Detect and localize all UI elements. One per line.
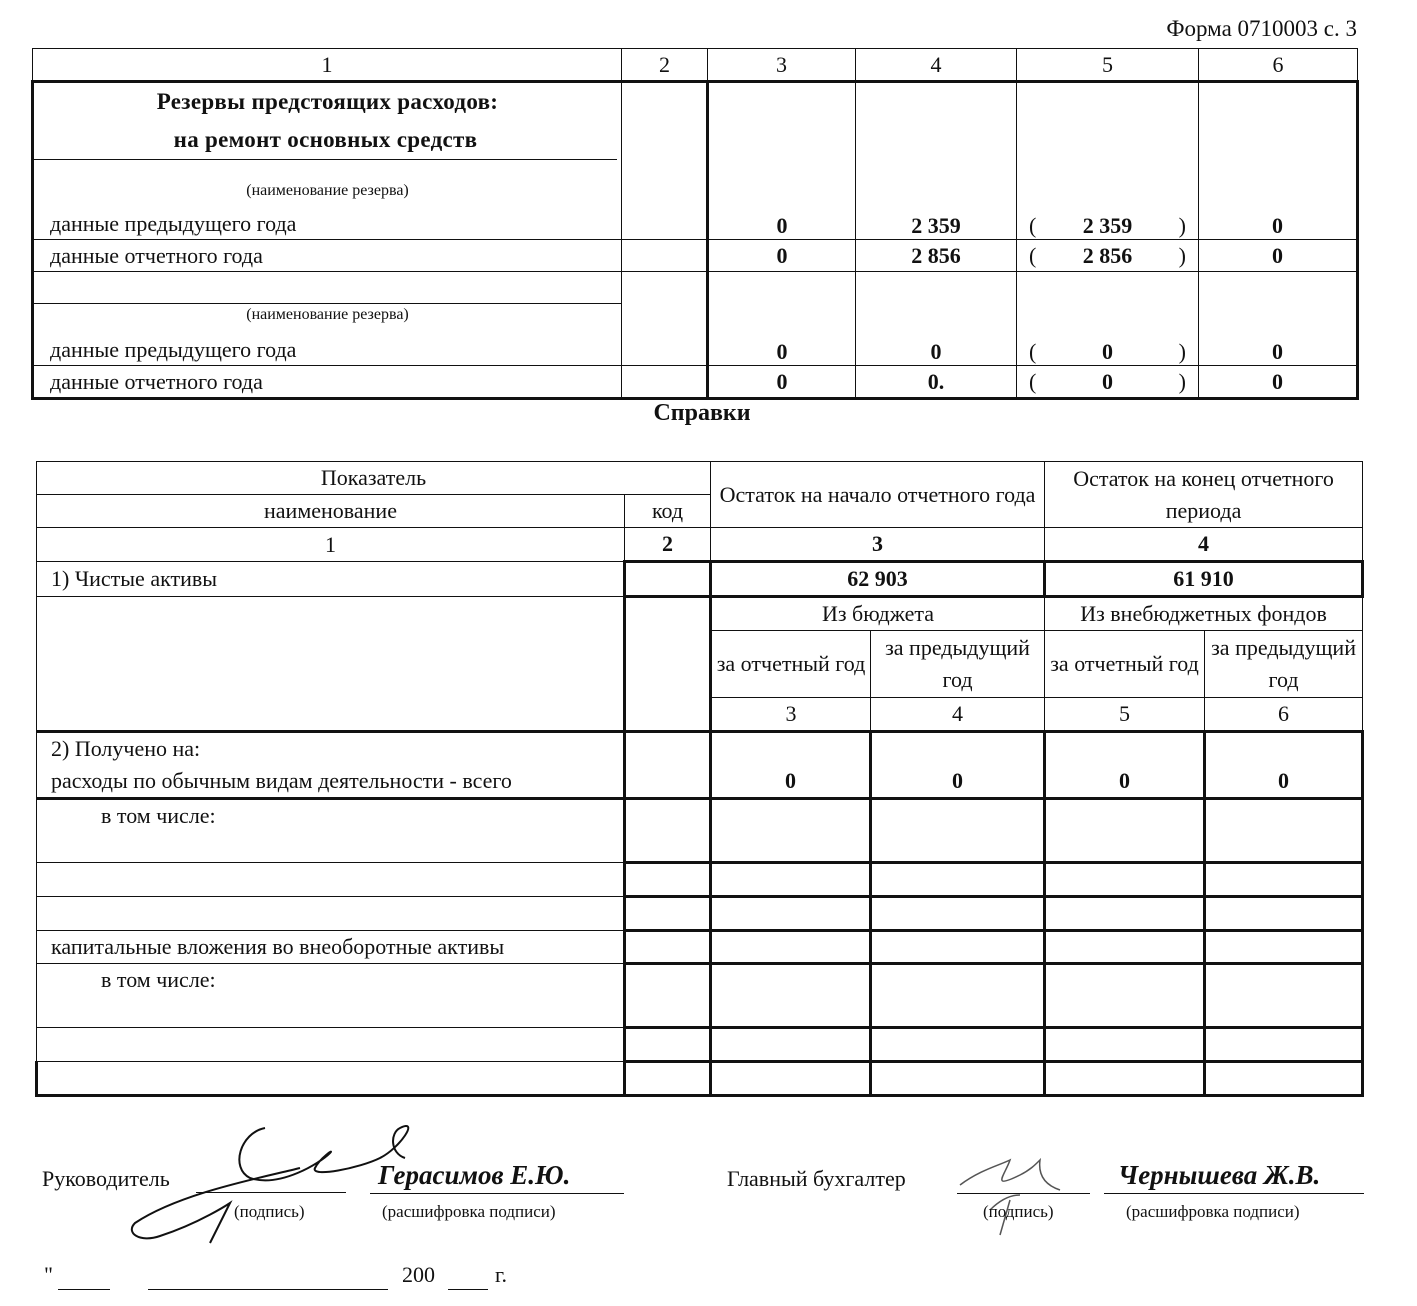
- col-number: 3: [711, 698, 871, 732]
- spravki-number-row: [37, 528, 1363, 562]
- reserve-title-row: [33, 82, 1358, 180]
- header-start: Остаток на начало отчетного года: [711, 462, 1045, 528]
- form-code: Форма 0710003 с. 3: [1166, 16, 1357, 41]
- value-cell: 0: [1205, 732, 1363, 799]
- paren-cell: ( 0 ): [1017, 366, 1199, 399]
- head-signature-caption: (подпись): [234, 1202, 305, 1221]
- col-number: 5: [1017, 49, 1199, 82]
- paren-cell: ( 0 ): [1017, 304, 1199, 366]
- chief-name-line: [1104, 1193, 1364, 1194]
- header-budget: Из бюджета: [711, 597, 1045, 631]
- chief-decode-caption: (расшифровка подписи): [1126, 1202, 1300, 1221]
- capital-label: капитальные вложения во внеоборотные активы: [37, 931, 625, 964]
- reserve-title-cell: [33, 82, 622, 180]
- col-number: 3: [711, 528, 1045, 562]
- section-title: Справки: [653, 400, 751, 426]
- head-name: Герасимов Е.Ю.: [378, 1160, 571, 1190]
- value-cell: 0: [708, 366, 856, 399]
- col-number: 3: [708, 49, 856, 82]
- row-label: данные предыдущего года: [50, 337, 297, 362]
- table-row: [37, 897, 1363, 931]
- paren-cell: ( 2 359 ): [1017, 180, 1199, 240]
- incl-label: в том числе:: [37, 799, 625, 863]
- header-indicator: Показатель: [37, 462, 711, 495]
- header-name: наименование: [37, 495, 625, 528]
- date-year-line: [448, 1289, 488, 1290]
- paren-cell: ( 2 856 ): [1017, 240, 1199, 272]
- reserve-row-cell: [33, 304, 622, 366]
- table-row: [37, 799, 1363, 863]
- reserves-table: [31, 48, 1359, 400]
- head-name-line: [370, 1193, 624, 1194]
- col-number: 4: [1045, 528, 1363, 562]
- header-code: код: [625, 495, 711, 528]
- chief-signature-scribble: [950, 1140, 1080, 1240]
- table-row: [33, 366, 1358, 399]
- table-row: [37, 863, 1363, 897]
- date-month-line: [148, 1289, 388, 1290]
- value-cell: 2 856: [856, 240, 1017, 272]
- header-cur-year: за отчетный год: [1045, 631, 1205, 698]
- chief-name: Чернышева Ж.В.: [1118, 1160, 1321, 1190]
- net-assets-end: 61 910: [1045, 562, 1363, 597]
- col-number: 1: [37, 528, 625, 562]
- reserve-caption: (наименование резерва): [246, 181, 409, 199]
- received-label: 2) Получено на: расходы по обычным видам деятельности - всего: [37, 732, 625, 799]
- reserve-row-cell: [33, 180, 622, 240]
- head-label: Руководитель: [42, 1166, 170, 1191]
- date-year-suffix: г.: [495, 1262, 508, 1287]
- col-number: 4: [856, 49, 1017, 82]
- spravki-subheader-row: [37, 597, 1363, 631]
- row-label: данные отчетного года: [33, 240, 622, 272]
- value-cell: 0: [708, 240, 856, 272]
- value-cell: 0: [1045, 732, 1205, 799]
- value-cell: 2 359: [856, 180, 1017, 240]
- col-number: 6: [1205, 698, 1363, 732]
- col-number: 1: [33, 49, 622, 82]
- table-row: [33, 304, 1358, 366]
- value-cell: 0.: [856, 366, 1017, 399]
- table-row: [33, 180, 1358, 240]
- value-cell: 0: [1102, 339, 1113, 364]
- value-cell: 0: [1199, 304, 1358, 366]
- row-label: данные предыдущего года: [50, 211, 297, 236]
- date-day-line: [58, 1289, 110, 1290]
- incl-label: в том числе:: [37, 964, 625, 1028]
- header-prev-year: за предыдущий год: [871, 631, 1045, 698]
- row-label: данные отчетного года: [33, 366, 622, 399]
- value-cell: 0: [708, 304, 856, 366]
- table-row: [37, 931, 1363, 964]
- value-cell: 0: [708, 180, 856, 240]
- value-cell: 2 359: [1082, 213, 1133, 238]
- header-extra-budget: Из внебюджетных фондов: [1045, 597, 1363, 631]
- col-number: 6: [1199, 49, 1358, 82]
- table-row: [37, 1028, 1363, 1062]
- reserves-header-row: [33, 49, 1358, 82]
- reserve-title-line1: Резервы предстоящих расходов:: [156, 89, 499, 114]
- col-number: 2: [622, 49, 708, 82]
- table-row: [37, 964, 1363, 1028]
- value-cell: 0: [1199, 180, 1358, 240]
- date-year-prefix: 200: [402, 1262, 435, 1287]
- head-decode-caption: (расшифровка подписи): [382, 1202, 556, 1221]
- value-cell: 0: [871, 732, 1045, 799]
- date-quote: ": [44, 1262, 53, 1287]
- header-cur-year: за отчетный год: [711, 631, 871, 698]
- table-row: [37, 562, 1363, 597]
- value-cell: 0: [856, 304, 1017, 366]
- net-assets-start: 62 903: [711, 562, 1045, 597]
- header-prev-year: за предыдущий год: [1205, 631, 1363, 698]
- value-cell: 0: [1199, 240, 1358, 272]
- reserve-empty-title-row: [33, 272, 1358, 304]
- table-row: [37, 732, 1363, 799]
- col-number: 4: [871, 698, 1045, 732]
- chief-label: Главный бухгалтер: [727, 1166, 906, 1191]
- reserve-title-line2: на ремонт основных средств: [34, 121, 617, 160]
- col-number: 2: [625, 528, 711, 562]
- table-row: [37, 1062, 1363, 1096]
- value-cell: 2 856: [1082, 242, 1133, 268]
- value-cell: 0: [711, 732, 871, 799]
- value-cell: 0: [1102, 368, 1113, 394]
- spravki-header-row: [37, 462, 1363, 495]
- net-assets-label: 1) Чистые активы: [37, 562, 625, 597]
- table-row: [33, 240, 1358, 272]
- spravki-table: [35, 461, 1364, 1097]
- header-end: Остаток на конец отчетного периода: [1045, 462, 1363, 528]
- chief-signature-caption: (подпись): [983, 1202, 1054, 1221]
- value-cell: 0: [1199, 366, 1358, 399]
- col-number: 5: [1045, 698, 1205, 732]
- reserve-caption: (наименование резерва): [246, 306, 409, 323]
